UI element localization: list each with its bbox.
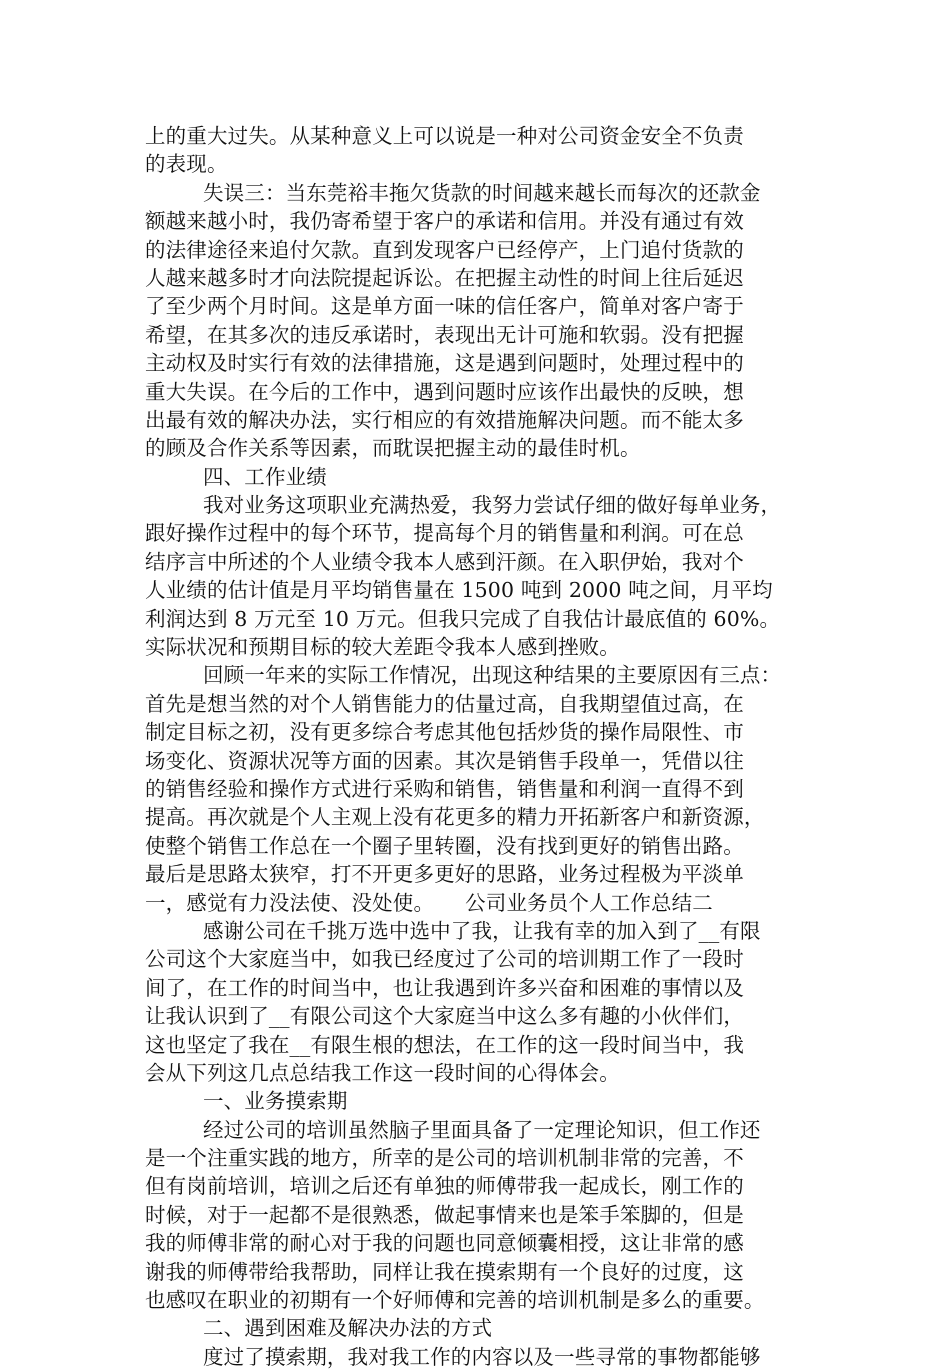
text-line: 制定目标之初，没有更多综合考虑其他包括炒货的操作局限性、市: [145, 720, 744, 745]
text-line: 这也坚定了我在__有限生根的想法，在工作的这一段时间当中，我: [145, 1032, 744, 1057]
text-line: 经过公司的培训虽然脑子里面具备了一定理论知识，但工作还: [203, 1117, 761, 1142]
text-line: 会从下列这几点总结我工作这一段时间的心得体会。: [145, 1060, 620, 1085]
text-line: 实际状况和预期目标的较大差距令我本人感到挫败。: [145, 635, 620, 660]
text-line: 但有岗前培训，培训之后还有单独的师傅带我一起成长，刚工作的: [145, 1174, 744, 1199]
text-line: 使整个销售工作总在一个圈子里转圈，没有找到更好的销售出路。: [145, 833, 744, 858]
text-line: 我的师傅非常的耐心对于我的问题也同意倾囊相授，这让非常的感: [145, 1231, 744, 1256]
text-line: 了至少两个月时间。这是单方面一味的信任客户，简单对客户寄于: [145, 294, 744, 319]
text-line: 是一个注重实践的地方，所幸的是公司的培训机制非常的完善，不: [145, 1146, 744, 1171]
text-line: 一、业务摸索期: [203, 1089, 348, 1114]
text-line: 跟好操作过程中的每个环节，提高每个月的销售量和利润。可在总: [145, 521, 744, 546]
text-line: 度过了摸索期，我对我工作的内容以及一些寻常的事物都能够: [203, 1344, 761, 1369]
document-body: [145, 122, 817, 1371]
text-line: 出最有效的解决办法，实行相应的有效措施解决问题。而不能太多: [145, 407, 744, 432]
text-line: 一，感觉有力没法使、没处使。 公司业务员个人工作总结二: [145, 890, 713, 915]
text-line: 提高。再次就是个人主观上没有花更多的精力开拓新客户和新资源，: [145, 805, 765, 830]
text-line: 的表现。: [145, 152, 228, 177]
text-line: 二、遇到困难及解决办法的方式: [203, 1316, 493, 1341]
text-line: 首先是想当然的对个人销售能力的估量过高，自我期望值过高，在: [145, 691, 744, 716]
text-line: 也感叹在职业的初期有一个好师傅和完善的培训机制是多么的重要。: [145, 1288, 765, 1313]
text-line: 失误三：当东莞裕丰拖欠货款的时间越来越长而每次的还款金: [203, 180, 761, 205]
text-line: 感谢公司在千挑万选中选中了我，让我有幸的加入到了__有限: [203, 918, 761, 943]
text-line: 利润达到 8 万元至 10 万元。但我只完成了自我估计最底值的 60%。: [145, 606, 781, 631]
text-line: 的销售经验和操作方式进行采购和销售，销售量和利润一直得不到: [145, 776, 744, 801]
text-line: 结序言中所述的个人业绩令我本人感到汗颜。在入职伊始，我对个: [145, 549, 744, 574]
text-line: 上的重大过失。从某种意义上可以说是一种对公司资金安全不负责: [145, 124, 744, 148]
text-line: 时候，对于一起都不是很熟悉，做起事情来也是笨手笨脚的，但是: [145, 1202, 744, 1227]
text-line: 的顾及合作关系等因素，而耽误把握主动的最佳时机。: [145, 436, 641, 461]
text-line: 主动权及时实行有效的法律措施，这是遇到问题时，处理过程中的: [145, 351, 744, 376]
text-line: 让我认识到了__有限公司这个大家庭当中这么多有趣的小伙伴们，: [145, 1004, 744, 1029]
text-line: 四、工作业绩: [203, 464, 327, 489]
text-line: 的法律途径来追付欠款。直到发现客户已经停产，上门追付货款的: [145, 237, 744, 262]
text-line: 人越来越多时才向法院提起诉讼。在把握主动性的时间上往后延迟: [145, 265, 744, 290]
text-line: 我对业务这项职业充满热爱，我努力尝试仔细的做好每单业务，: [203, 493, 782, 518]
text-line: 间了，在工作的时间当中，也让我遇到许多兴奋和困难的事情以及: [145, 975, 744, 1000]
text-line: 谢我的师傅带给我帮助，同样让我在摸索期有一个良好的过度，这: [145, 1259, 744, 1284]
text-line: 重大失误。在今后的工作中，遇到问题时应该作出最快的反映，想: [145, 379, 744, 404]
text-line: 人业绩的估计值是月平均销售量在 1500 吨到 2000 吨之间，月平均: [145, 578, 773, 603]
text-line: 额越来越小时，我仍寄希望于客户的承诺和信用。并没有通过有效: [145, 209, 744, 234]
text-line: 场变化、资源状况等方面的因素。其次是销售手段单一，凭借以往: [145, 748, 744, 773]
text-line: 希望，在其多次的违反承诺时，表现出无计可施和软弱。没有把握: [145, 322, 744, 347]
text-line: 最后是思路太狭窄，打不开更多更好的思路，业务过程极为平淡单: [145, 862, 744, 887]
text-line: 回顾一年来的实际工作情况，出现这种结果的主要原因有三点：: [203, 663, 782, 688]
text-line: 公司这个大家庭当中，如我已经度过了公司的培训期工作了一段时: [145, 947, 744, 972]
